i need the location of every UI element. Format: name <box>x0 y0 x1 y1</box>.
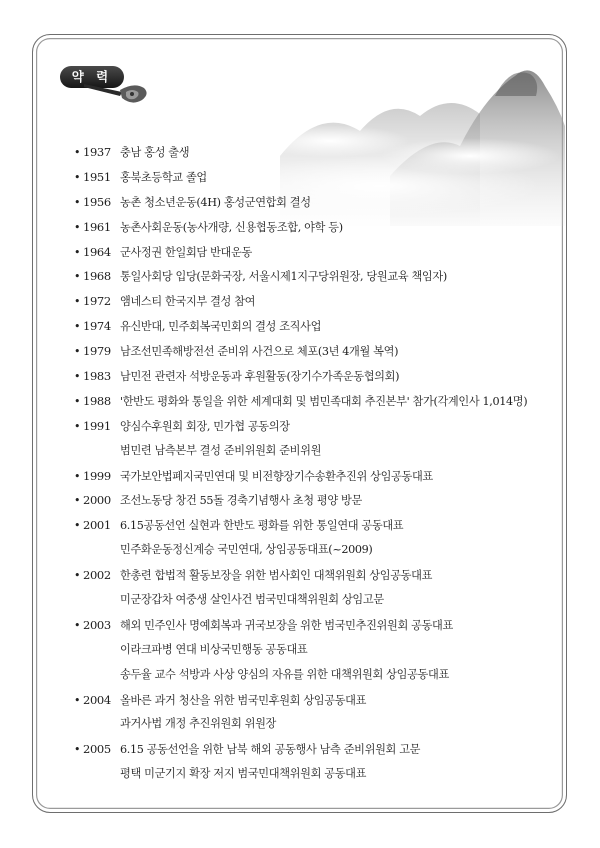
timeline-entry-continuation <box>74 538 554 563</box>
timeline-entry-continuation <box>74 762 554 787</box>
section-title-badge: 약 력 <box>60 66 124 88</box>
timeline-entry <box>74 314 554 339</box>
timeline-entry <box>74 364 554 389</box>
timeline-year: 2002 <box>83 568 111 583</box>
timeline-text: 충남 홍성 출생 <box>120 146 190 159</box>
timeline-text: 6.15공동선언 실현과 한반도 평화를 위한 통일연대 공동대표 <box>120 519 404 533</box>
bullet-icon: • <box>74 320 81 334</box>
bullet-icon: • <box>74 519 81 533</box>
timeline-text: '한반도 평화와 통일을 위한 세계대회 및 범민족대회 추진본부' 참가(각계인사 1,014명) <box>120 394 528 408</box>
timeline-entry-line <box>74 289 554 314</box>
timeline-entry-continuation <box>74 439 554 464</box>
timeline-text: 해외 민주인사 명예회복과 귀국보장을 위한 범국민추진위원회 공동대표 <box>120 618 453 632</box>
timeline-text: 이라크파병 연대 비상국민행동 공동대표 <box>120 642 308 656</box>
bullet-icon: • <box>74 693 81 707</box>
timeline-entry <box>74 289 554 314</box>
timeline-entry-line <box>74 190 554 215</box>
timeline-year: 1983 <box>83 369 111 384</box>
timeline-year: 2003 <box>83 617 111 632</box>
timeline-text: 유신반대, 민주회복국민회의 결성 조직사업 <box>120 320 322 334</box>
timeline-text: 군사정권 한일회담 반대운동 <box>120 245 252 259</box>
timeline-text: 농촌 청소년운동(4H) 홍성군연합회 결성 <box>120 195 311 209</box>
timeline-entry <box>74 389 554 414</box>
timeline-entry <box>74 414 554 464</box>
bullet-icon: • <box>74 220 81 234</box>
timeline-year: 1961 <box>83 219 111 234</box>
bullet-icon: • <box>74 419 81 433</box>
timeline-entry-line <box>74 613 554 638</box>
bullet-icon: • <box>74 743 81 757</box>
timeline-entry-line <box>74 513 554 538</box>
timeline-year: 2001 <box>83 518 111 533</box>
timeline-entry-line <box>74 140 554 165</box>
timeline-text: 농촌사회운동(농사개량, 신용협동조합, 야학 등) <box>120 220 343 234</box>
bullet-icon: • <box>74 370 81 384</box>
timeline-entry-continuation <box>74 712 554 737</box>
timeline-year: 1956 <box>83 194 111 209</box>
timeline-text: 홍북초등학교 졸업 <box>120 170 207 184</box>
timeline-entry-line <box>74 364 554 389</box>
timeline-entry <box>74 513 554 563</box>
bullet-icon: • <box>74 469 81 483</box>
timeline-entry <box>74 240 554 265</box>
timeline-entry-line <box>74 488 554 513</box>
timeline-entry-line <box>74 165 554 190</box>
timeline-entry <box>74 165 554 190</box>
bullet-icon: • <box>74 494 81 508</box>
timeline-text: 6.15 공동선언을 위한 남북 해외 공동행사 남측 준비위원회 고문 <box>120 743 421 757</box>
timeline-text: 국가보안법폐지국민연대 및 비전향장기수송환추진위 상임공동대표 <box>120 469 433 483</box>
timeline-year: 1988 <box>83 393 111 408</box>
bullet-icon: • <box>74 170 81 184</box>
timeline-entry-line <box>74 737 554 762</box>
timeline-entry <box>74 215 554 240</box>
timeline-text: 송두율 교수 석방과 사상 양심의 자유를 위한 대책위원회 상임공동대표 <box>120 667 449 681</box>
timeline-text: 범민련 남측본부 결성 준비위원회 준비위원 <box>120 443 322 457</box>
timeline-entry <box>74 190 554 215</box>
timeline-year: 1991 <box>83 418 111 433</box>
timeline-text: 올바른 과거 청산을 위한 범국민후원회 상임공동대표 <box>120 693 367 707</box>
timeline-entry-line <box>74 389 554 414</box>
timeline-entry-line <box>74 339 554 364</box>
timeline-entry-continuation <box>74 638 554 663</box>
timeline-text: 앰네스티 한국지부 결성 참여 <box>120 295 256 309</box>
timeline-entry-continuation <box>74 663 554 688</box>
timeline-year: 1968 <box>83 269 111 284</box>
timeline-entry-line <box>74 314 554 339</box>
timeline-year: 1951 <box>83 169 111 184</box>
timeline-entry <box>74 737 554 787</box>
timeline-entry <box>74 140 554 165</box>
timeline-year: 1999 <box>83 468 111 483</box>
timeline-entry <box>74 563 554 613</box>
timeline-entry <box>74 688 554 738</box>
bullet-icon: • <box>74 618 81 632</box>
bullet-icon: • <box>74 245 81 259</box>
timeline-year: 2004 <box>83 692 111 707</box>
bullet-icon: • <box>74 295 81 309</box>
timeline-entry-line <box>74 264 554 289</box>
timeline-entry-line <box>74 215 554 240</box>
career-timeline <box>74 140 554 787</box>
timeline-year: 2005 <box>83 742 111 757</box>
timeline-text: 남조선민족해방전선 준비위 사건으로 체포(3년 4개월 복역) <box>120 345 399 359</box>
timeline-text: 한총련 합법적 활동보장을 위한 범사회인 대책위원회 상임공동대표 <box>120 569 433 583</box>
timeline-year: 2000 <box>83 493 111 508</box>
timeline-text: 양심수후원회 회장, 민가협 공동의장 <box>120 419 290 433</box>
timeline-year: 1972 <box>83 294 111 309</box>
timeline-entry-line <box>74 464 554 489</box>
timeline-year: 1964 <box>83 244 111 259</box>
timeline-text: 남민전 관련자 석방운동과 후원활동(장기수가족운동협의회) <box>120 370 400 384</box>
bullet-icon: • <box>74 569 81 583</box>
timeline-entry <box>74 613 554 688</box>
brush-icon <box>82 78 152 108</box>
timeline-entry-line <box>74 240 554 265</box>
timeline-entry-continuation <box>74 588 554 613</box>
timeline-entry <box>74 264 554 289</box>
timeline-text: 미군장갑차 여중생 살인사건 범국민대책위원회 상임고문 <box>120 593 384 607</box>
timeline-year: 1974 <box>83 319 111 334</box>
bullet-icon: • <box>74 394 81 408</box>
timeline-text: 평택 미군기지 확장 저지 범국민대책위원회 공동대표 <box>120 767 367 781</box>
timeline-entry-line <box>74 563 554 588</box>
bullet-icon: • <box>74 270 81 284</box>
timeline-year: 1937 <box>83 145 111 159</box>
bullet-icon: • <box>74 146 81 159</box>
timeline-entry <box>74 488 554 513</box>
timeline-text: 과거사법 개정 추진위원회 위원장 <box>120 717 277 731</box>
timeline-entry-line <box>74 414 554 439</box>
timeline-year: 1979 <box>83 344 111 359</box>
timeline-entry-line <box>74 688 554 713</box>
bullet-icon: • <box>74 195 81 209</box>
timeline-entry <box>74 464 554 489</box>
timeline-text: 민주화운동정신계승 국민연대, 상임공동대표(~2009) <box>120 543 373 557</box>
timeline-entry <box>74 339 554 364</box>
bullet-icon: • <box>74 345 81 359</box>
timeline-text: 통일사회당 입당(문화국장, 서울시제1지구당위원장, 당원교육 책임자) <box>120 270 447 284</box>
timeline-text: 조선노동당 창건 55돌 경축기념행사 초청 평양 방문 <box>120 494 362 508</box>
